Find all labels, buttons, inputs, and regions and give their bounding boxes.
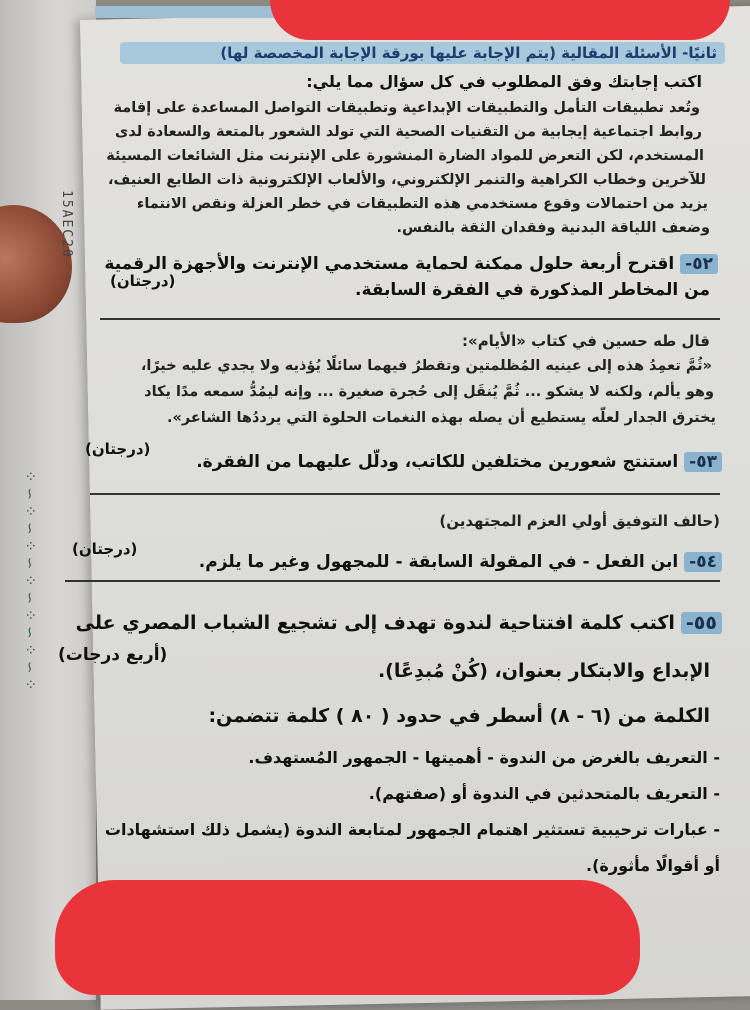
passage1-line: وتُعد تطبيقات التأمل والتطبيقات الإبداعية وتطبيقات التواصل المساعدة على إقامة	[113, 100, 700, 116]
passage2-intro: قال طه حسين في كتاب «الأيام»:	[462, 332, 710, 350]
divider	[100, 318, 720, 320]
q55-bullet: - التعريف بالغرض من الندوة - أهميتها - الجمهور المُستهدف.	[248, 748, 720, 767]
question-number: ٥٢-	[680, 254, 718, 274]
passage1-line: للآخرين وخطاب الكراهية والتنمر الإلكتروني، والألعاب الإلكترونية ذات الطابع العنيف،	[108, 172, 706, 188]
question-number: ٥٤-	[684, 552, 722, 572]
question-52	[104, 254, 718, 274]
question-54	[199, 552, 722, 572]
passage2-line: «ثُمَّ تعمِدُ هذه إلى عينيه المُظلمتين وتقطرُ فيهما سائلًا يُؤذيه ولا يجدي عليه خيرًا،	[140, 358, 712, 374]
section-header: ثانيًا- الأسئلة المقالية (يتم الإجابة عليها بورقة الإجابة المخصصة لها)	[120, 42, 725, 64]
question-53	[196, 452, 722, 472]
q55-bullet: - عبارات ترحيبية تستثير اهتمام الجمهور لمتابعة الندوة (يشمل ذلك استشهادات	[104, 820, 720, 839]
instruction: اكتب إجابتك وفق المطلوب في كل سؤال مما يلي:	[306, 72, 702, 91]
divider	[65, 580, 720, 582]
divider	[90, 493, 720, 495]
q55-bullet: - التعريف بالمتحدثين في الندوة أو (صفتهم).	[368, 784, 720, 803]
question-number: ٥٥-	[681, 612, 722, 634]
passage1-line: وضعف اللياقة البدنية وفقدان الثقة بالنفس.	[396, 220, 710, 236]
question-text: ابن الفعل - في المقولة السابقة - للمجهول وغير ما يلزم.	[198, 552, 679, 572]
redaction-mark	[270, 0, 730, 40]
passage1-line: يزيد من احتمالات وقوع مستخدمي هذه التطبيقات في خطر العزلة ونقص الانتماء	[136, 196, 708, 212]
question-number: ٥٣-	[684, 452, 722, 472]
question-55	[76, 612, 722, 634]
question-text: استنتج شعورين مختلفين للكاتب، ودلّل عليهما من الفقرة.	[196, 452, 679, 472]
passage1-line: روابط اجتماعية إيجابية من التقنيات الصحية التي تولد الشعور بالمتعة والسعادة لدى	[115, 124, 702, 140]
marks-q53: (درجتان)	[85, 440, 151, 458]
spine-code: 15AEC20	[59, 190, 74, 259]
marks-q54: (درجتان)	[72, 540, 138, 558]
question-text: اكتب كلمة افتتاحية لندوة تهدف إلى تشجيع الشباب المصري على	[75, 612, 675, 634]
passage1-line: المستخدم، لكن التعرض للمواد الضارة المنشورة على الإنترنت مثل الشائعات المسيئة	[106, 148, 704, 164]
q55-bullet: أو أقوالًا مأثورة).	[586, 856, 720, 875]
redaction-mark	[55, 880, 640, 995]
question-55-line3: الكلمة من (٦ - ٨) أسطر في حدود ( ٨٠ ) كلمة تتضمن:	[208, 705, 710, 727]
passage2-line: يخترق الجدار لعلّه يستطيع أن يصله بهذه النغمات الحلوة التي يرددُها الشاعر».	[167, 410, 716, 426]
marks-q55: (أربع درجات)	[58, 645, 168, 665]
side-decoration: ⁘ ∽ ⁘ ∽ ⁘ ∽ ⁘ ∽ ⁘ ∽ ⁘ ∽ ⁘	[21, 470, 39, 691]
q54-quote: (حالف التوفيق أولي العزم المجتهدين)	[439, 512, 720, 530]
question-52-line2: من المخاطر المذكورة في الفقرة السابقة.	[355, 280, 710, 300]
question-55-line2: الإبداع والابتكار بعنوان، (كُنْ مُبدِعًا).	[377, 660, 710, 682]
marks-q52: (درجتان)	[110, 272, 176, 290]
passage2-line: وهو يألم، ولكنه لا يشكو ... ثُمَّ يُنقَل إلى حُجرة صغيرة ... وإنه ليمُدُّ سمعه مدًا يكاد	[144, 384, 714, 400]
question-text: اقترح أربعة حلول ممكنة لحماية مستخدمي الإنترنت والأجهزة الرقمية	[104, 254, 675, 274]
